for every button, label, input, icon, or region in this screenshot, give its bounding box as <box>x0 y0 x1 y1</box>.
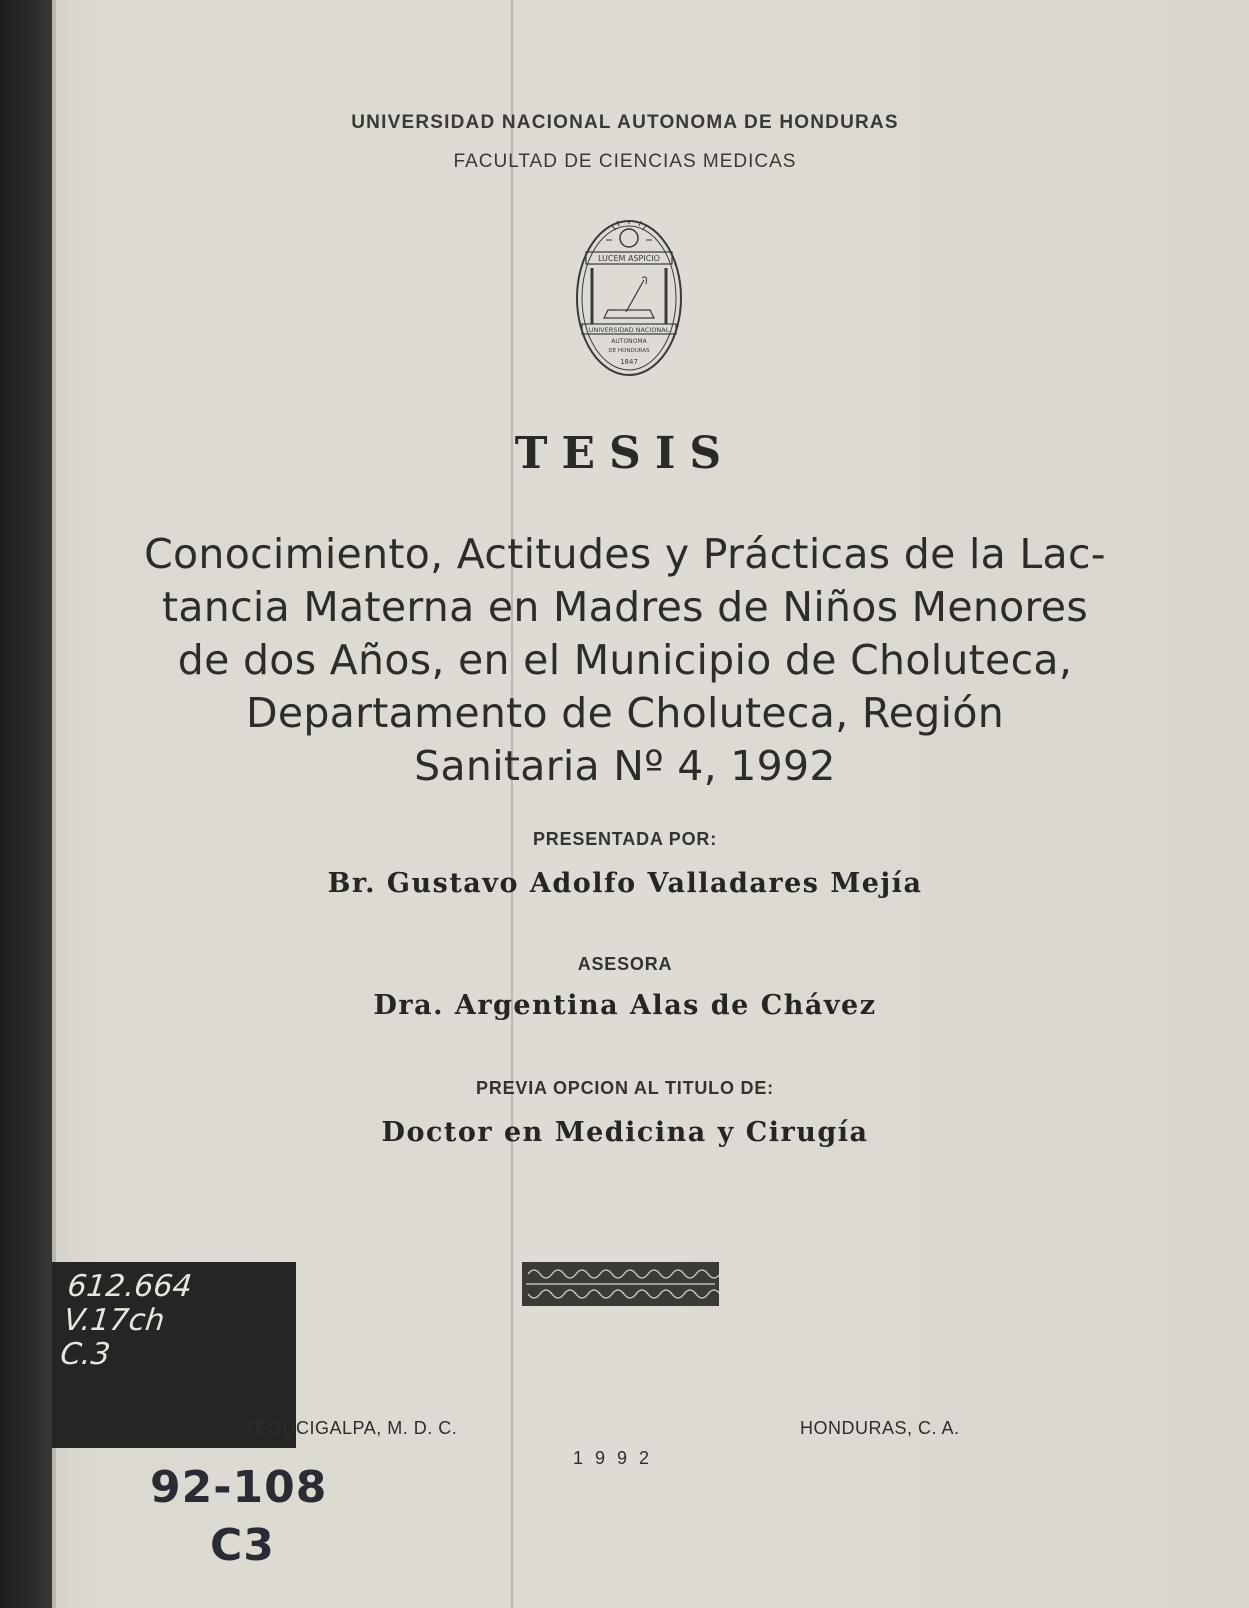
seal-motto: LUCEM ASPICIO <box>598 254 660 263</box>
degree-label: PREVIA OPCION AL TITULO DE: <box>476 1078 774 1098</box>
handwritten-copy-number: C3 <box>210 1520 275 1571</box>
call-number-line: C.3 <box>58 1337 112 1372</box>
university-seal-icon <box>574 218 684 378</box>
presented-by-label: PRESENTADA POR: <box>532 829 717 849</box>
thesis-title <box>110 528 1140 793</box>
seal-name-line3: DE HONDURAS <box>608 348 650 354</box>
thesis-title-line: Conocimiento, Actitudes y Prácticas de la Lac- <box>144 530 1106 578</box>
handwritten-accession-number: 92-108 <box>150 1462 328 1513</box>
page-fold-line <box>511 0 513 1608</box>
publication-year: 1992 <box>573 1448 662 1468</box>
seal-name-line1: UNIVERSIDAD NACIONAL <box>588 326 670 334</box>
seal-name-line2: AUTONOMA <box>611 338 647 345</box>
call-number-line: V.17ch <box>62 1303 167 1338</box>
university-name: UNIVERSIDAD NACIONAL AUTONOMA DE HONDURAS <box>351 112 899 133</box>
advisor-label: ASESORA <box>577 954 673 974</box>
call-number-line: 612.664 <box>65 1269 194 1304</box>
call-number-text <box>59 1270 290 1372</box>
thesis-title-line: de dos Años, en el Municipio de Choluteca, <box>177 636 1073 684</box>
seal-year: 1847 <box>620 358 638 366</box>
degree-name: Doctor en Medicina y Cirugía <box>381 1117 869 1148</box>
document-type: TESIS <box>514 428 736 479</box>
book-spine <box>0 0 52 1608</box>
publication-country: HONDURAS, C. A. <box>800 1418 960 1438</box>
thesis-title-line: tancia Materna en Madres de Niños Menores <box>161 583 1088 631</box>
decorative-ornament-icon <box>522 1262 719 1306</box>
advisor-name: Dra. Argentina Alas de Chávez <box>373 990 877 1021</box>
thesis-title-line: Sanitaria Nº 4, 1992 <box>414 742 836 790</box>
thesis-title-line: Departamento de Choluteca, Región <box>246 689 1004 737</box>
author-name: Br. Gustavo Adolfo Valladares Mejía <box>327 868 923 899</box>
faculty-name: FACULTAD DE CIENCIAS MEDICAS <box>453 151 797 172</box>
publication-city: TEGUCIGALPA, M. D. C. <box>244 1418 458 1438</box>
